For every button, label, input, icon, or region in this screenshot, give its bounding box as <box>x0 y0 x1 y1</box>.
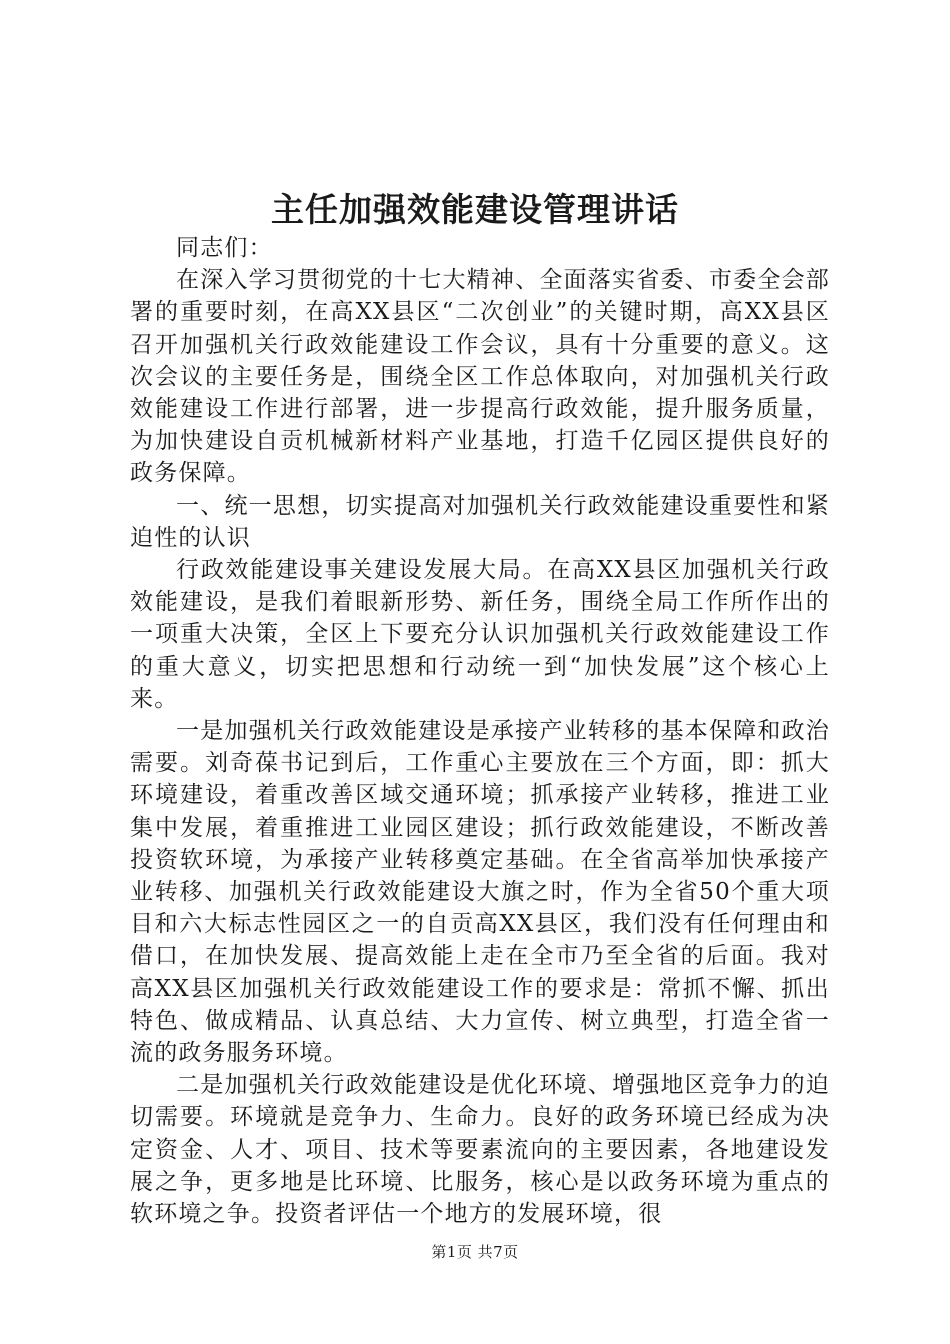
page-number-footer: 第1页 共7页 <box>431 1243 519 1261</box>
body-paragraph: 行政效能建设事关建设发展大局。在高XX县区加强机关行政效能建设，是我们着眼新形势、新任务，围绕全局工作所作出的一项重大决策，全区上下要充分认识加强机关行政效能建设工作的重大意义，切实把思想和行动统一到“加快发展”这个核心上来。 <box>130 557 830 712</box>
document-body <box>130 232 830 1230</box>
document-title: 主任加强效能建设管理讲话 <box>271 190 679 229</box>
body-paragraph: 二是加强机关行政效能建设是优化环境、增强地区竞争力的迫切需要。环境就是竞争力、生命力。良好的政务环境已经成为决定资金、人才、项目、技术等要素流向的主要因素，各地建设发展之争，更多地是比环境、比服务，核心是以政务环境为重点的软环境之争。投资者评估一个地方的发展环境，很 <box>130 1072 830 1228</box>
section-heading-paragraph: 一、统一思想，切实提高对加强机关行政效能建设重要性和紧迫性的认识 <box>130 492 830 551</box>
salutation-paragraph: 同志们： <box>176 235 273 261</box>
body-paragraph: 一是加强机关行政效能建设是承接产业转移的基本保障和政治需要。刘奇葆书记到后，工作重心主要放在三个方面，即：抓大环境建设，着重改善区域交通环境；抓承接产业转移，推进工业集中发展，着重推进工业园区建设；抓行政效能建设，不断改善投资软环境，为承接产业转移奠定基础。在全省高举加快承接产业转移、加强机关行政效能建设大旗之时，作为全省50个重大项目和六大标志性园区之一的自贡高XX县区，我们没有任何理由和借口，在加快发展、提高效能上走在全市乃至全省的后面。我对高XX县区加强机关行政效能建设工作的要求是：常抓不懈、抓出特色、做成精品、认真总结、大力宣传、树立典型，打造全省一流的政务服务环境。 <box>130 718 830 1067</box>
body-paragraph: 在深入学习贯彻党的十七大精神、全面落实省委、市委全会部署的重要时刻，在高XX县区“二次创业”的关键时期，高XX县区召开加强机关行政效能建设工作会议，具有十分重要的意义。这次会议的主要任务是，围绕全区工作总体取向，对加强机关行政效能建设工作进行部署，进一步提高行政效能，提升服务质量，为加快建设自贡机械新材料产业基地，打造千亿园区提供良好的政务保障。 <box>130 267 830 487</box>
